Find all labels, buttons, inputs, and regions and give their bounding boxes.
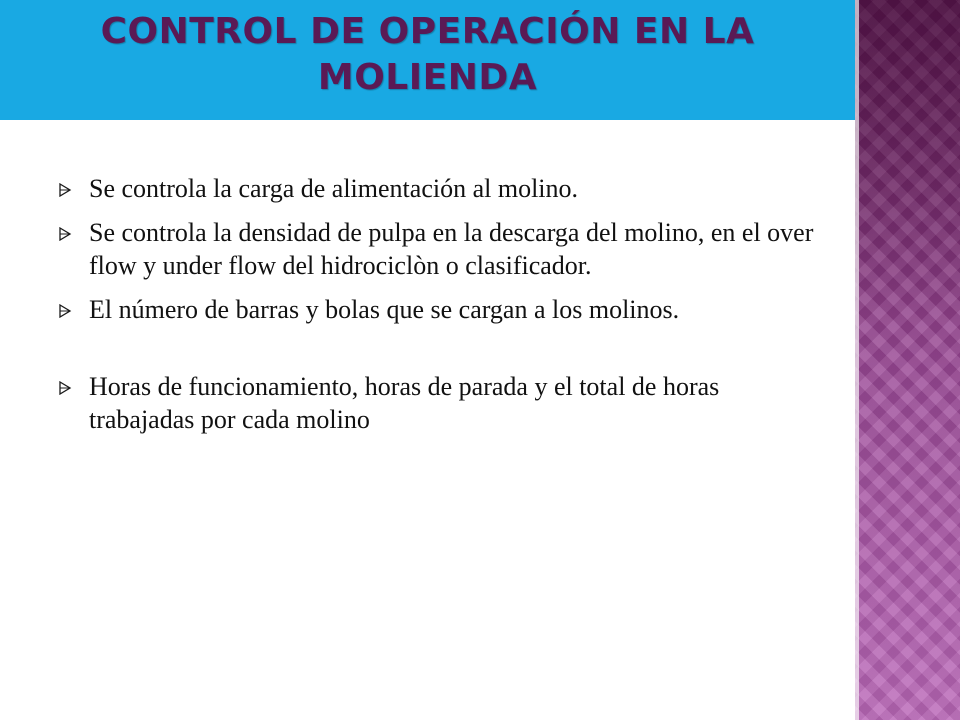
bullet-item (58, 370, 818, 436)
bullet-text: Se controla la densidad de pulpa en la descarga del molino, en el over flow y under flow del hidrociclòn o clasificador. (89, 218, 814, 280)
title-line-2: MOLIENDA (317, 57, 538, 98)
title-line-1: CONTROL DE OPERACIÓN EN LA (100, 11, 755, 52)
bullet-item (58, 216, 818, 282)
bullet-text: Se controla la carga de alimentación al molino. (89, 174, 579, 203)
page-title (101, 9, 755, 101)
arrow-right-icon (58, 304, 72, 318)
bullet-text: Horas de funcionamiento, horas de parada y el total de horas trabajadas por cada molino (89, 372, 720, 434)
arrow-right-icon (58, 183, 72, 197)
arrow-right-icon (58, 381, 72, 395)
bullet-list (58, 172, 818, 447)
bullet-text: El número de barras y bolas que se cargan a los molinos. (89, 295, 680, 324)
bullet-item (58, 172, 818, 205)
title-bar (0, 0, 855, 120)
arrow-right-icon (58, 227, 72, 241)
decorative-side-panel (855, 0, 960, 720)
bullet-item (58, 293, 818, 326)
